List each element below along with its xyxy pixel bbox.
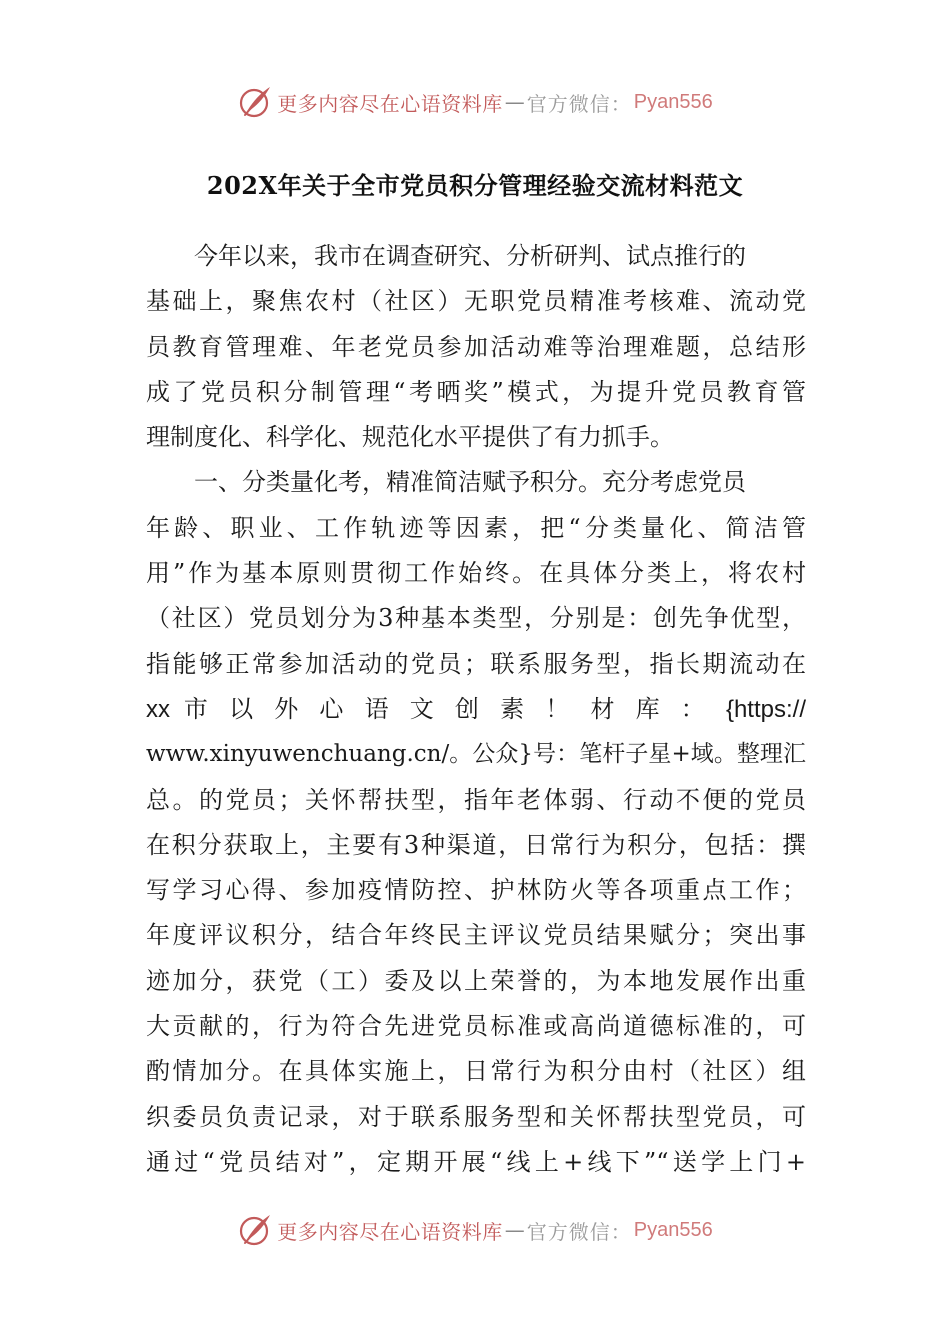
body-line-19: 酌情加分。在具体实施上，日常行为积分由村（社区）组 bbox=[146, 1057, 806, 1086]
header-banner-dash: — bbox=[504, 90, 525, 114]
body-line-2: 基础上，聚焦农村（社区）无职党员精准考核难、流动党 bbox=[146, 287, 806, 316]
quill-pen-logo-icon bbox=[237, 84, 273, 120]
header-banner-contact-label: 官方微信： bbox=[526, 91, 632, 116]
body-line-6: 一、分类量化考，精准简洁赋予积分。充分考虑党员 bbox=[194, 468, 746, 497]
footer-banner-contact-id: Pyan556 bbox=[633, 1218, 713, 1241]
body-line-17: 迹加分，获党（工）委及以上荣誉的，为本地发展作出重 bbox=[146, 966, 806, 995]
body-line-3: 员教育管理难、年老党员参加活动难等治理难题，总结形 bbox=[146, 332, 806, 361]
body-line-12: www.xinyuwenchuang.cn/。公众}号：笔杆子星+域。整理汇 bbox=[146, 741, 806, 768]
header-banner bbox=[0, 80, 950, 124]
header-banner-text: 更多内容尽在心语资料库 bbox=[277, 91, 503, 116]
body-line-11: xx 市 以 外 心 语 文 创 素 ！ 材 库 ： {https:// bbox=[146, 695, 806, 723]
body-line-18: 大贡献的，行为符合先进党员标准或高尚道德标准的，可 bbox=[146, 1012, 806, 1041]
body-line-13: 总。的党员；关怀帮扶型，指年老体弱、行动不便的党员 bbox=[146, 785, 806, 814]
body-line-4: 成了党员积分制管理“考晒奖”模式，为提升党员教育管 bbox=[146, 377, 806, 406]
document-title: 202X年关于全市党员积分管理经验交流材料范文 bbox=[206, 171, 744, 200]
body-line-7: 年龄、职业、工作轨迹等因素，把“分类量化、简洁管 bbox=[146, 513, 806, 542]
header-banner-contact-id: Pyan556 bbox=[633, 90, 713, 113]
body-line-14: 在积分获取上，主要有3种渠道，日常行为积分，包括：撰 bbox=[146, 830, 806, 859]
quill-pen-logo-icon bbox=[237, 1212, 273, 1248]
body-line-9: （社区）党员划分为3种基本类型，分别是：创先争优型， bbox=[146, 604, 806, 633]
body-line-1: 今年以来，我市在调查研究、分析研判、试点推行的 bbox=[194, 242, 746, 270]
body-line-8: 用”作为基本原则贯彻工作始终。在具体分类上，将农村 bbox=[146, 559, 806, 588]
body-line-5: 理制度化、科学化、规范化水平提供了有力抓手。 bbox=[146, 423, 674, 452]
body-line-10: 指能够正常参加活动的党员；联系服务型，指长期流动在 bbox=[146, 649, 806, 678]
body-line-16: 年度评议积分，结合年终民主评议党员结果赋分；突出事 bbox=[146, 921, 806, 950]
footer-banner bbox=[0, 1208, 950, 1252]
body-line-21: 通过“党员结对”，定期开展“线上+线下”“送学上门+ bbox=[146, 1147, 806, 1176]
footer-banner-text: 更多内容尽在心语资料库 bbox=[277, 1219, 503, 1244]
body-line-15: 写学习心得、参加疫情防控、护林防火等各项重点工作； bbox=[146, 876, 806, 905]
document-body bbox=[146, 234, 806, 1185]
body-line-20: 织委员负责记录，对于联系服务型和关怀帮扶型党员，可 bbox=[146, 1102, 806, 1131]
footer-banner-dash: — bbox=[504, 1218, 525, 1242]
footer-banner-contact-label: 官方微信： bbox=[526, 1219, 632, 1244]
